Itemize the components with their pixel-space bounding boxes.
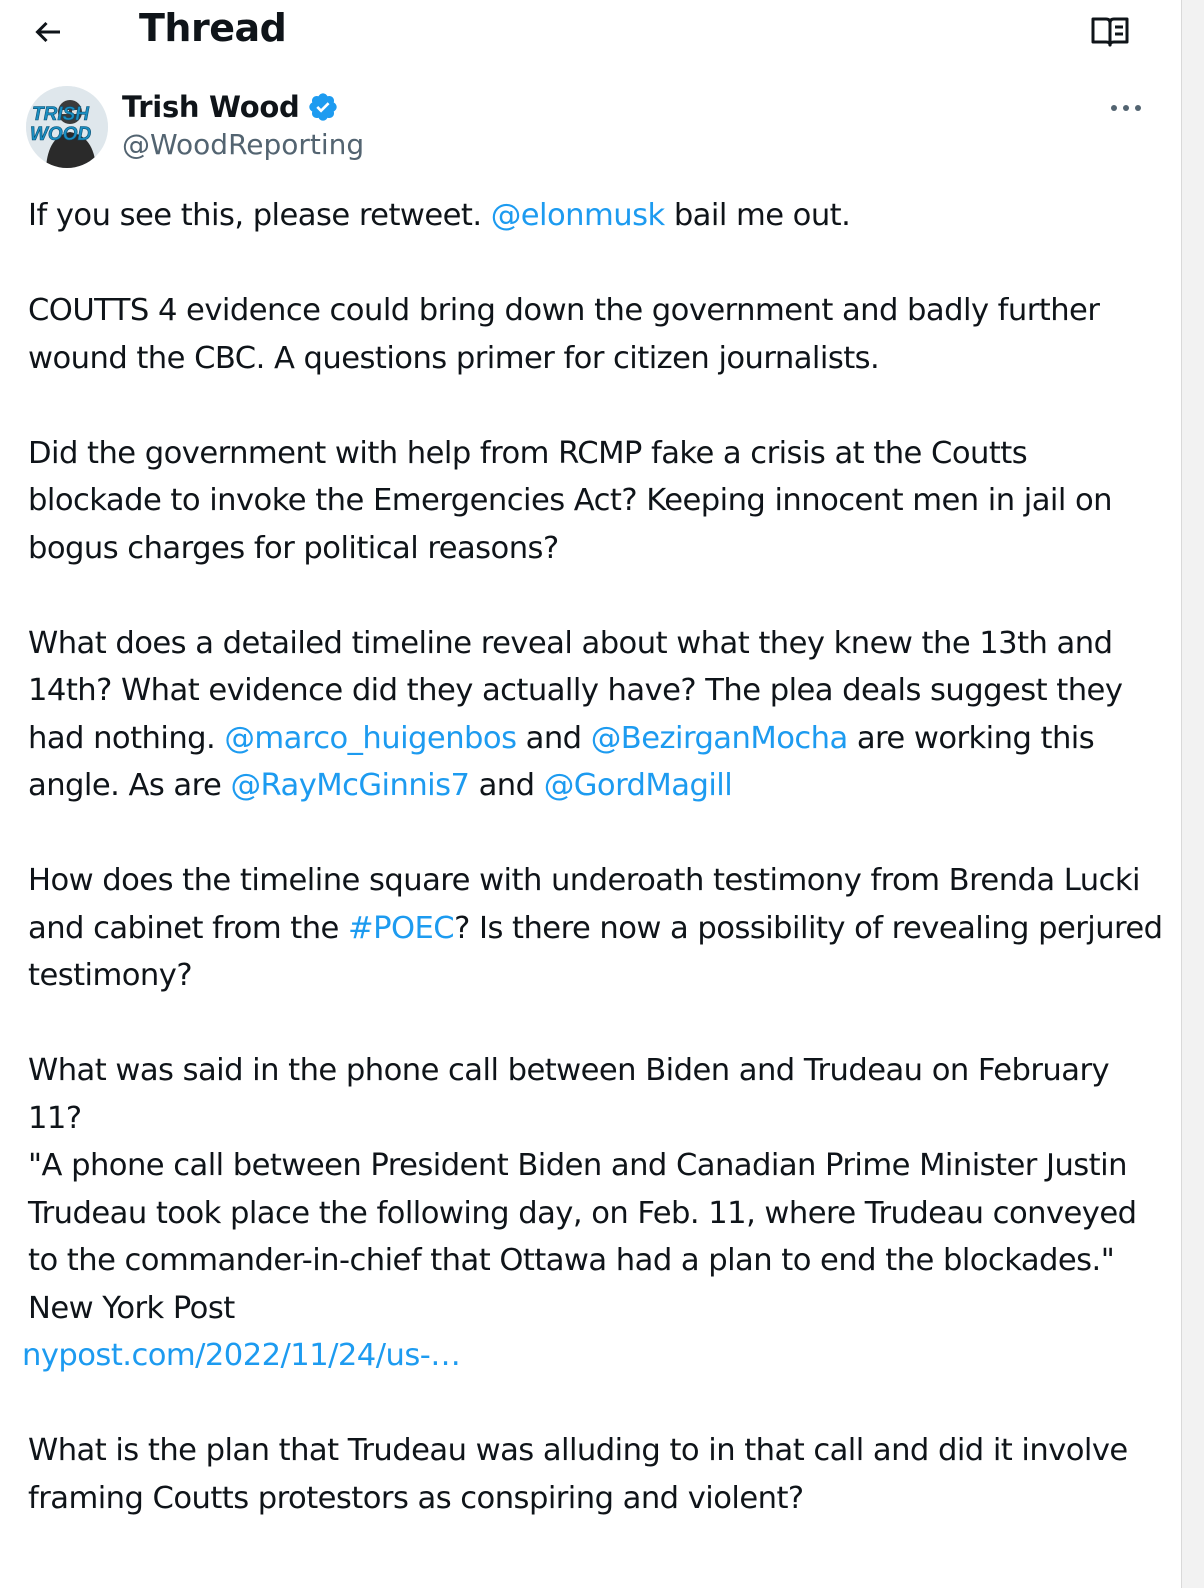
avatar-text-wood: WOOD <box>30 124 92 145</box>
tweet-paragraph-5 <box>28 857 1168 1000</box>
text-span: "A phone call between President Biden and Canadian Prime Minister Justin Trudeau took place the following day, on Feb. 11, where Trudeau conveyed to the commander-in-chief that Ottawa had a plan to end the blockades." New York Post <box>28 1148 1137 1326</box>
tweet-paragraph-7 <box>28 1427 1168 1522</box>
tweet-paragraph-6 <box>22 1047 1168 1380</box>
more-options-icon[interactable] <box>1106 90 1146 126</box>
avatar[interactable] <box>26 86 108 168</box>
tweet-paragraph-3 <box>28 430 1168 573</box>
back-arrow-icon[interactable] <box>30 14 66 50</box>
reader-mode-icon[interactable] <box>1090 16 1130 48</box>
author-name-row[interactable] <box>122 88 339 126</box>
mention-marco-huigenbos[interactable]: @marco_huigenbos <box>224 720 517 756</box>
tweet-paragraph-1 <box>28 192 1168 240</box>
mention-bezirganmocha[interactable]: @BezirganMocha <box>590 720 848 756</box>
hashtag-poec[interactable]: #POEC <box>348 910 455 946</box>
mention-elonmusk[interactable]: @elonmusk <box>490 198 665 233</box>
text-span: What was said in the phone call between Biden and Trudeau on February 11? <box>28 1053 1110 1136</box>
nypost-link[interactable]: nypost.com/2022/11/24/us-… <box>22 1338 461 1373</box>
text-span: ? Is there now a possibility of revealing perjured testimony? <box>28 910 1163 993</box>
tweet-paragraph-2 <box>28 287 1168 382</box>
page-title: Thread <box>139 6 287 50</box>
text-span: How does the timeline square with underoath testimony from Brenda Lucki and cabinet from the <box>28 863 1140 946</box>
mention-gordmagill[interactable]: @GordMagill <box>543 768 733 803</box>
window-edge <box>1181 0 1204 1588</box>
text-span: If you see this, please retweet. <box>28 198 491 233</box>
verified-badge-icon <box>307 91 339 123</box>
text-span: and <box>516 720 591 756</box>
text-span: bail me out. <box>664 198 851 233</box>
text-span: are working this angle. As are <box>28 720 1095 803</box>
author-name[interactable]: Trish Wood <box>122 90 300 124</box>
tweet-paragraph-4 <box>28 620 1168 810</box>
text-span: What does a detailed timeline reveal about what they knew the 13th and 14th? What evidence did they actually have? The plea deals suggest they had nothing. <box>28 625 1123 756</box>
author-handle[interactable]: @WoodReporting <box>122 128 365 161</box>
avatar-text-trish: TRISH <box>32 104 89 125</box>
tweet-text <box>22 192 1168 1522</box>
text-span: Did the government with help from RCMP fake a crisis at the Coutts blockade to invoke the Emergencies Act? Keeping innocent men in jail on bogus charges for political reasons? <box>28 435 1112 566</box>
text-span: What is the plan that Trudeau was alluding to in that call and did it involve framing Coutts protestors as conspiring and violent? <box>28 1433 1128 1516</box>
mention-raymcginnis7[interactable]: @RayMcGinnis7 <box>230 768 470 803</box>
text-span: and <box>469 768 544 803</box>
text-span: COUTTS 4 evidence could bring down the government and badly further wound the CBC. A questions primer for citizen journalists. <box>28 293 1100 376</box>
thread-header <box>0 0 1180 64</box>
